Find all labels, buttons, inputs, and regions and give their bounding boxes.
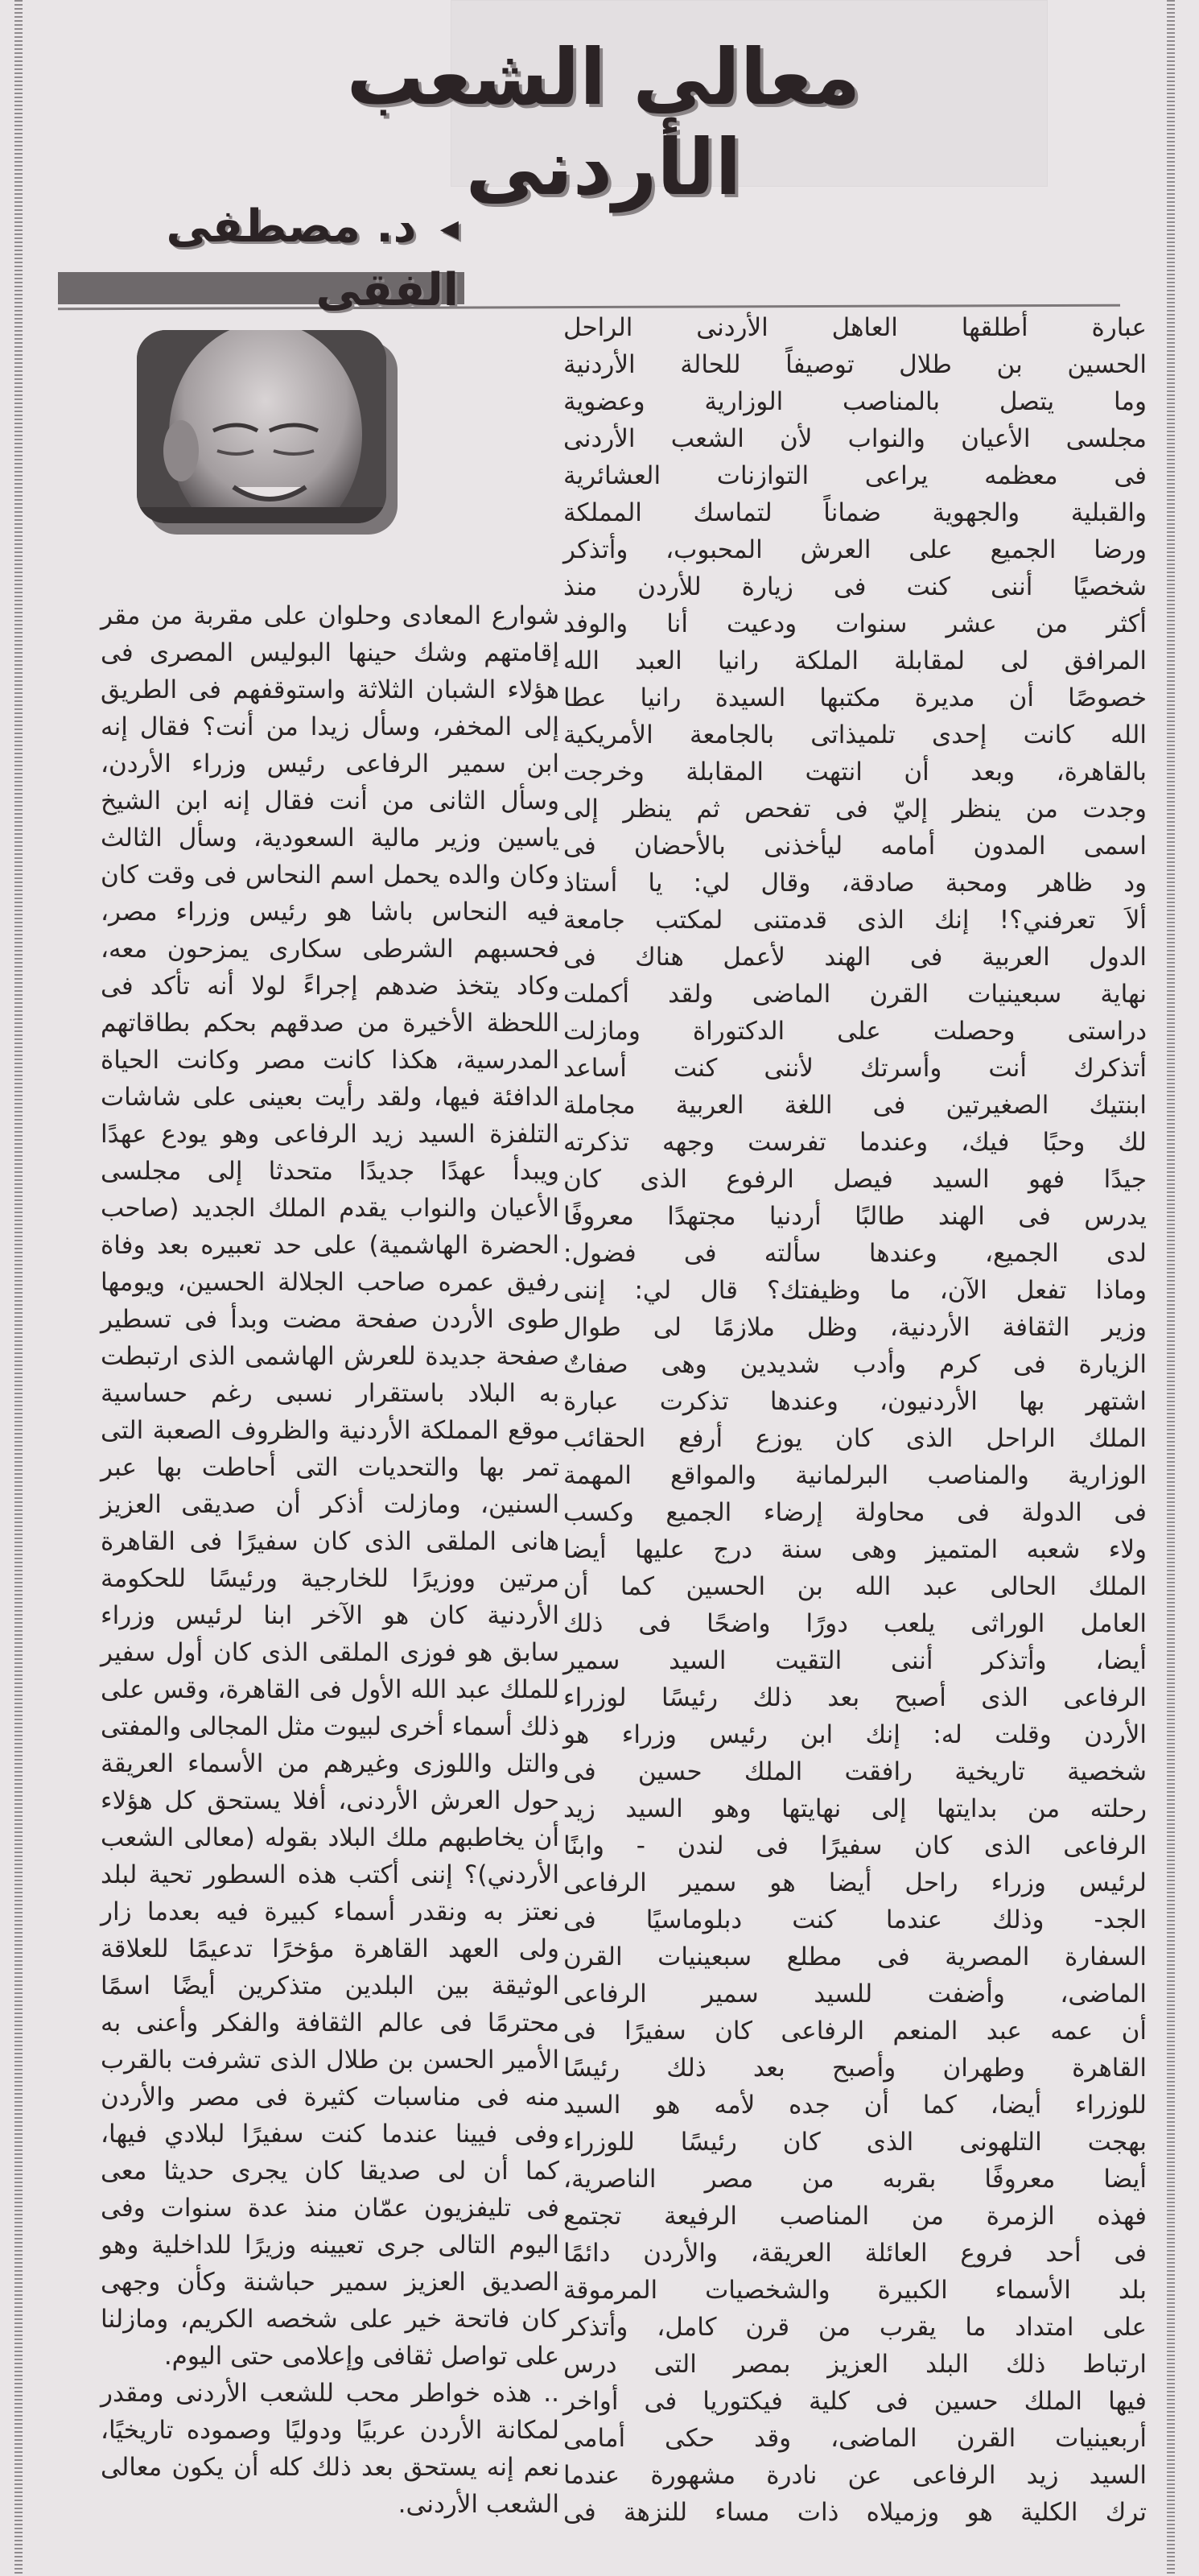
text-line: الوزارية والمناصب البرلمانية والمواقع المهمة <box>563 1461 1147 1490</box>
text-line: ابنتيك الصغيرتين فى اللغة العربية مجاملة <box>563 1091 1147 1120</box>
text-line: خصوصًا أن مديرة مكتبها السيدة رانيا عطا <box>563 683 1147 712</box>
text-line: فيه النحاس باشا هو رئيس وزراء مصر، <box>101 898 559 927</box>
text-line: وجدت من ينظر إليّ فى تفحص ثم ينظر إلى <box>563 795 1147 824</box>
text-line: الله كانت إحدى تلميذاتى بالجامعة الأمريكية <box>563 720 1147 749</box>
text-line: الأردنية كان هو الآخر ابنا لرئيس وزراء <box>101 1601 559 1630</box>
text-line: هانى الملقى الذى كان سفيرًا فى القاهرة <box>101 1527 559 1556</box>
text-line: المدرسية، هكذا كانت مصر وكانت الحياة <box>101 1046 559 1075</box>
text-line: أكثر من عشر سنوات ودعيت أنا والوفد <box>563 609 1147 638</box>
article-title: معالى الشعب الأردنى <box>346 32 861 213</box>
text-line: الملك الحالى عبد الله بن الحسين كما أن <box>563 1572 1147 1601</box>
triangle-left-icon: ◀ <box>439 214 459 243</box>
text-line: ورضا الجميع على العرش المحبوب، وأتذكر <box>563 535 1147 564</box>
text-line: رفيق عمره صاحب الجلالة الحسين، ويومها <box>101 1268 559 1297</box>
text-line: منه فى مناسبات كثيرة فى مصر والأردن <box>101 2083 559 2112</box>
left-column-border <box>14 0 23 2576</box>
text-line: عبارة أطلقها العاهل الأردنى الراحل <box>563 313 1147 342</box>
text-line: والقبلية والجهوية ضماناً لتماسك المملكة <box>563 498 1147 527</box>
text-line: الماضى، وأضفت للسيد سمير الرفاعى <box>563 1979 1147 2008</box>
text-line: الملك الراحل الذى كان يوزع أرفع الحقائب <box>563 1424 1147 1453</box>
text-line: الرفاعى الذى أصبح بعد ذلك رئيسًا لوزراء <box>563 1683 1147 1712</box>
author-portrait-image <box>137 330 386 523</box>
text-line: الأردني)؟ إننى أكتب هذه السطور تحية لبلد <box>101 1860 559 1889</box>
text-line: وكان والده يحمل اسم النحاس فى وقت كان <box>101 861 559 890</box>
text-line: الوثيقة بين البلدين متذكرين أيضًا اسمًا <box>101 1971 559 2000</box>
text-line: وكاد يتخذ ضدهم إجراءً لولا أنه تأكد فى <box>101 972 559 1001</box>
text-line: السفارة المصرية فى مطلع سبعينيات القرن <box>563 1942 1147 1971</box>
text-line: فى تليفزيون عمّان منذ عدة سنوات وفى <box>101 2194 559 2223</box>
article-column-right <box>563 309 1147 2531</box>
text-line: لدى الجميع، وعندها سألته فى فضول: <box>563 1239 1147 1268</box>
text-line: موقع المملكة الأردنية والظروف الصعبة التى <box>101 1416 559 1445</box>
text-line: مجلسى الأعيان والنواب لأن الشعب الأردنى <box>563 424 1147 453</box>
text-line: الأردن وقلت له: إنك ابن رئيس وزراء هو <box>563 1720 1147 1749</box>
text-line: فى الدولة فى محاولة إرضاء الجميع وكسب <box>563 1498 1147 1527</box>
text-line: شوارع المعادى وحلوان على مقربة من مقر <box>101 601 559 630</box>
text-line: إقامتهم وشك حينها البوليس المصرى فى <box>101 638 559 667</box>
text-line: ترك الكلية هو وزميلاه ذات مساء للنزهة فى <box>563 2498 1147 2527</box>
text-line: على تواصل ثقافى وإعلامى حتى اليوم. <box>163 2342 559 2371</box>
text-line: شخصية تاريخية رافقت الملك حسين فى <box>563 1757 1147 1786</box>
text-line: السنين، ومازلت أذكر أن صديقى العزيز <box>101 1490 559 1519</box>
text-line: .. هذه خواطر محب للشعب الأردنى ومقدر <box>101 2379 559 2408</box>
text-line: اليوم التالى جرى تعيينه وزيرًا للداخلية وهو <box>101 2231 559 2260</box>
text-line: بالقاهرة، وبعد أن انتهت المقابلة وخرجت <box>563 758 1147 786</box>
text-line: الدول العربية فى الهند لأعمل هناك فى <box>563 943 1147 972</box>
text-line: أيضا معروفًا بقربه من مصر الناصرية، <box>563 2165 1147 2194</box>
text-line: بلد الأسماء الكبيرة والشخصيات المرموقة <box>563 2276 1147 2305</box>
text-line: الزيارة فى كرم وأدب شديدين وهى صفاتٌ <box>563 1350 1147 1379</box>
text-line: ولى العهد القاهرة مؤخرًا تدعيمًا للعلاقة <box>101 1934 559 1963</box>
text-line: اشتهر بها الأردنيون، وعندها تذكرت عبارة <box>563 1387 1147 1416</box>
text-line: الدافئة فيها، ولقد رأيت بعينى على شاشات <box>101 1083 559 1112</box>
article-column-left <box>101 597 559 2523</box>
author-photo <box>137 330 386 523</box>
text-line: ابن سمير الرفاعى رئيس وزراء الأردن، <box>101 749 559 778</box>
text-line: فحسبهم الشرطى سكارى يمزحون معه، <box>101 935 559 964</box>
text-line: إلى المخفر، وسأل زيدا من أنت؟ فقال إنه <box>101 712 559 741</box>
author-byline <box>89 196 459 316</box>
text-line: فهذه الزمرة من المناصب الرفيعة تجتمع <box>563 2202 1147 2231</box>
text-line: ارتباط ذلك البلد العزيز بمصر التى درس <box>563 2350 1147 2379</box>
text-line: الجد- وذلك عندما كنت دبلوماسيًا فى <box>563 1905 1147 1934</box>
text-line: الرفاعى الذى كان سفيرًا فى لندن - وابنًا <box>563 1831 1147 1860</box>
text-line: للملك عبد الله الأول فى القاهرة، وقس على <box>101 1675 559 1704</box>
text-line: هؤلاء الشبان الثلاثة واستوقفهم فى الطريق <box>101 675 559 704</box>
text-line: حول العرش الأردنى، أفلا يستحق كل هؤلاء <box>101 1786 559 1815</box>
text-line: كما أن لى صديقا كان يجرى حديثا معى <box>101 2157 559 2186</box>
text-line: الأعيان والنواب يقدم الملك الجديد (صاحب <box>101 1194 559 1223</box>
text-line: نعم إنه يستحق بعد ذلك كله أن يكون معالى <box>101 2453 559 2482</box>
text-line: لمكانة الأردن عربيًا ودوليًا وصموده تاريخيًا، <box>101 2416 559 2445</box>
text-line: وماذا تفعل الآن، ما وظيفتك؟ قال لي: إننى <box>563 1276 1147 1305</box>
text-line: العامل الوراثى يلعب دورًا واضحًا فى ذلك <box>563 1609 1147 1638</box>
text-line: ولاء شعبه المتميز وهى سنة درج عليها أيضا <box>563 1535 1147 1564</box>
text-line: طوى الأردن صفحة مضت وبدأ فى تسطير <box>101 1305 559 1334</box>
text-line: ألاَ تعرفني؟! إنك الذى قدمتنى لمكتب جامعة <box>563 906 1147 935</box>
text-line: لرئيس وزراء راحل أيضا هو سمير الرفاعى <box>563 1868 1147 1897</box>
text-line: فى أحد فروع العائلة العريقة، والأردن دائمًا <box>563 2239 1147 2268</box>
text-line: وسأل الثانى من أنت فقال إنه ابن الشيخ <box>101 786 559 815</box>
text-line: الأمير الحسن بن طلال الذى تشرفت بالقرب <box>101 2046 559 2074</box>
text-line: ويبدأ عهدًا جديدًا متحدثا إلى مجلسى <box>101 1157 559 1186</box>
text-line: المرافق لى لمقابلة الملكة رانيا العبد الله <box>563 646 1147 675</box>
text-line: سابق هو فوزى الملقى الذى كان أول سفير <box>101 1638 559 1667</box>
text-line: ياسين وزير مالية السعودية، وسأل الثالث <box>101 824 559 852</box>
text-line: اسمى المدون أمامه ليأخذنى بالأحضان فى <box>563 832 1147 861</box>
text-line: مرتين ووزيرًا للخارجية ورئيسًا للحكومة <box>101 1564 559 1593</box>
text-line: وما يتصل بالمناصب الوزارية وعضوية <box>563 387 1147 416</box>
text-line: أيضا، وأتذكر أننى التقيت السيد سمير <box>563 1646 1147 1675</box>
text-line: أن يخاطبهم ملك البلاد بقوله (معالى الشعب <box>101 1823 559 1852</box>
text-line: القاهرة وطهران وأصبح بعد ذلك رئيسًا <box>563 2054 1147 2083</box>
text-line: أن عمه عبد المنعم الرفاعى كان سفيرًا فى <box>563 2017 1147 2046</box>
text-line: الصديق العزيز سمير حباشنة وكأن وجهى <box>101 2268 559 2297</box>
text-line: على امتداد ما يقرب من قرن كامل، وأتذكر <box>563 2313 1147 2342</box>
text-line: الحسين بن طلال توصيفاً للحالة الأردنية <box>563 350 1147 379</box>
text-line: شخصيًا أننى كنت فى زيارة للأردن منذ <box>563 572 1147 601</box>
text-line: فيها الملك حسين فى كلية فيكتوريا فى أواخر <box>563 2387 1147 2416</box>
text-line: لك وحبًا فيك، وعندما تفرست وجهه تذكرته <box>563 1128 1147 1157</box>
text-line: أربعينيات القرن الماضى، وقد حكى أمامى <box>563 2424 1147 2453</box>
text-line: صفحة جديدة للعرش الهاشمى الذى ارتبطت <box>101 1342 559 1371</box>
text-line: وفى فيينا عندما كنت سفيرًا لبلادي فيها، <box>101 2120 559 2149</box>
author-name: د. مصطفى الفقى <box>166 200 459 316</box>
text-line: الحضرة الهاشمية) على حد تعبيره بعد وفاة <box>101 1231 559 1260</box>
text-line: يدرس فى الهند طالبًا أردنيا مجتهدًا معروفًا <box>563 1202 1147 1231</box>
text-line: به البلاد باستقرار نسبى رغم حساسية <box>101 1379 559 1408</box>
text-line: للوزراء أيضا، كما أن جده لأمه هو السيد <box>563 2091 1147 2120</box>
text-line: محترمًا فى عالم الثقافة والفكر وأعنى به <box>101 2008 559 2037</box>
right-column-border <box>1167 0 1175 2576</box>
text-line: التلفزة السيد زيد الرفاعى وهو يودع عهدًا <box>101 1120 559 1149</box>
text-line: جيدًا فهو السيد فيصل الرفوع الذى كان <box>563 1165 1147 1194</box>
text-line: نعتز به ونقدر أسماء كبيرة فيه بعدما زار <box>101 1897 559 1926</box>
text-line: والتل واللوزى وغيرهم من الأسماء العريقة <box>101 1749 559 1778</box>
text-line: أتذكرك أنت وأسرتك لأننى كنت أساعد <box>563 1054 1147 1083</box>
text-line: ذلك أسماء أخرى لبيوت مثل المجالى والمفتى <box>101 1712 559 1741</box>
text-line: تمر بها والتحديات التى أحاطت بها عبر <box>101 1453 559 1482</box>
text-line: فى معظمه يراعى التوازنات العشائرية <box>563 461 1147 490</box>
text-line: اللحظة الأخيرة من صدقهم بحكم بطاقاتهم <box>101 1009 559 1038</box>
text-line: رحلته من بدايتها إلى نهايتها وهو السيد زيد <box>563 1794 1147 1823</box>
text-line: دراستى وحصلت على الدكتوراة ومازلت <box>563 1017 1147 1046</box>
text-line: السيد زيد الرفاعى عن نادرة مشهورة عندما <box>563 2461 1147 2490</box>
text-line: ود ظاهر ومحبة صادقة، وقال لي: يا أستاذ <box>563 869 1147 898</box>
text-line: بهجت التلهونى الذى كان رئيسًا للوزراء <box>563 2128 1147 2157</box>
text-line: الشعب الأردنى. <box>398 2490 559 2519</box>
text-line: وزير الثقافة الأردنية، وظل ملازمًا لى طوال <box>563 1313 1147 1342</box>
text-line: نهاية سبعينيات القرن الماضى ولقد أكملت <box>563 980 1147 1009</box>
text-line: كان فاتحة خير على شخصه الكريم، ومازلنا <box>101 2305 559 2334</box>
